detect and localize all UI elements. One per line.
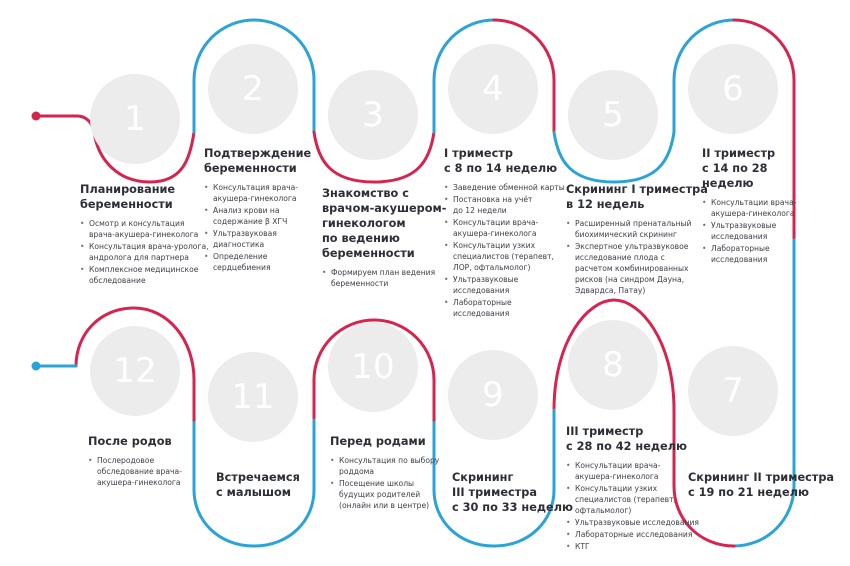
step-9-number: 9	[448, 350, 538, 440]
step-6-number: 6	[688, 44, 778, 134]
step-8-list	[566, 460, 699, 552]
list-item: • Лабораторные исследования	[702, 243, 796, 265]
step-4-title: I триместр с 8 по 14 неделю	[444, 147, 558, 175]
step-10-number: 10	[328, 322, 418, 412]
list-item: • Ультразвуковая диагностика	[204, 228, 311, 250]
list-item: • Послеродовое обследование врача- акушера-гинеколога	[88, 455, 182, 488]
step-2-title: Подтверждение беременности	[204, 147, 312, 175]
list-item: • Консультация врача- акушера-гинеколога	[204, 182, 311, 204]
step-2	[204, 146, 311, 273]
list-item: • Консультация врача-уролога, андролога для партнера	[80, 241, 209, 263]
step-6	[702, 146, 796, 265]
list-item: • Посещение школы будущих родителей (онлайн или в центре)	[330, 478, 439, 511]
list-item: • Ультразвуковые исследования	[444, 274, 565, 296]
step-10-list	[330, 455, 439, 511]
list-item: • Формируем план ведения беременности	[322, 267, 446, 289]
list-item: • Консультация по выбору роддома	[330, 455, 439, 477]
list-item: • Осмотр и консультация врача-акушера-гинеколога	[80, 218, 209, 240]
list-item: • Консультации узких специалистов (терапевт, ЛОР, офтальмолог)	[444, 240, 565, 273]
step-12-number: 12	[90, 326, 180, 416]
step-2-list	[204, 182, 311, 273]
step-5	[566, 182, 708, 296]
step-5-number: 5	[568, 70, 658, 160]
step-2-number: 2	[208, 44, 298, 134]
list-item: • Экспертное ультразвуковое исследование плода с расчетом комбинированных рисков (на синдром Дауна, Эдвардса, Патау)	[566, 241, 708, 296]
step-6-list	[702, 197, 796, 265]
list-item: • Консультации врача- акушера-гинеколога	[444, 217, 565, 239]
step-7	[688, 470, 834, 500]
list-item: • Комплексное медицинское обследование	[80, 264, 209, 286]
list-item: • Определение сердцебиения	[204, 251, 311, 273]
step-6-title: II триместр с 14 по 28 неделю	[702, 147, 776, 190]
list-item: • Ультразвуковые исследования	[702, 220, 796, 242]
step-5-list	[566, 218, 708, 296]
list-item: • Лабораторные исследования	[444, 297, 565, 319]
list-item: • Консультации врача- акушера-гинеколога	[702, 197, 796, 219]
step-9	[452, 470, 573, 515]
step-4-list	[444, 182, 565, 319]
step-3-number: 3	[328, 70, 418, 160]
list-item: • Заведение обменной карты	[444, 182, 565, 193]
step-7-number: 7	[688, 346, 778, 436]
step-3-list	[322, 267, 446, 289]
start-dot	[32, 112, 41, 121]
step-8-number: 8	[568, 320, 658, 410]
step-3-title: Знакомство с врачом-акушером- гинекологом по ведению беременности	[322, 187, 447, 260]
step-11-number: 11	[208, 352, 298, 442]
step-12-list	[88, 455, 182, 488]
step-1	[80, 182, 209, 286]
step-9-title: Скрининг III триместра с 30 по 33 неделю	[452, 471, 573, 514]
list-item: • Анализ крови на содержание β ХГЧ	[204, 205, 311, 227]
step-10-title: Перед родами	[330, 435, 426, 448]
list-item: • Лабораторные исследования	[566, 529, 699, 540]
step-7-title: Скрининг II триместра с 19 по 21 неделю	[688, 471, 835, 499]
list-item: • Постановка на учёт до 12 недели	[444, 194, 565, 216]
step-8-title: III триместр с 28 по 42 неделю	[566, 425, 687, 453]
step-4	[444, 146, 565, 319]
list-item: • КТГ	[566, 541, 699, 552]
list-item: • Ультразвуковые исследования	[566, 517, 699, 528]
list-item: • Консультации врача- акушера-гинеколога	[566, 460, 699, 482]
step-3	[322, 186, 446, 289]
step-4-number: 4	[448, 44, 538, 134]
step-11-title: Встречаемся с малышом	[216, 471, 300, 499]
step-10	[330, 434, 439, 511]
step-1-number: 1	[90, 74, 180, 164]
step-1-title: Планирование беременности	[80, 183, 176, 211]
list-item: • Консультации узких специалистов (терапевт, офтальмолог)	[566, 483, 699, 516]
step-12-title: После родов	[88, 435, 172, 448]
step-8	[566, 424, 699, 552]
step-5-title: Скрининг I триместра в 12 недель	[566, 183, 708, 211]
step-11	[216, 470, 300, 500]
step-1-list	[80, 218, 209, 286]
step-12	[88, 434, 182, 488]
end-dot	[32, 362, 41, 371]
list-item: • Расширенный пренатальный биохимический скрининг	[566, 218, 708, 240]
